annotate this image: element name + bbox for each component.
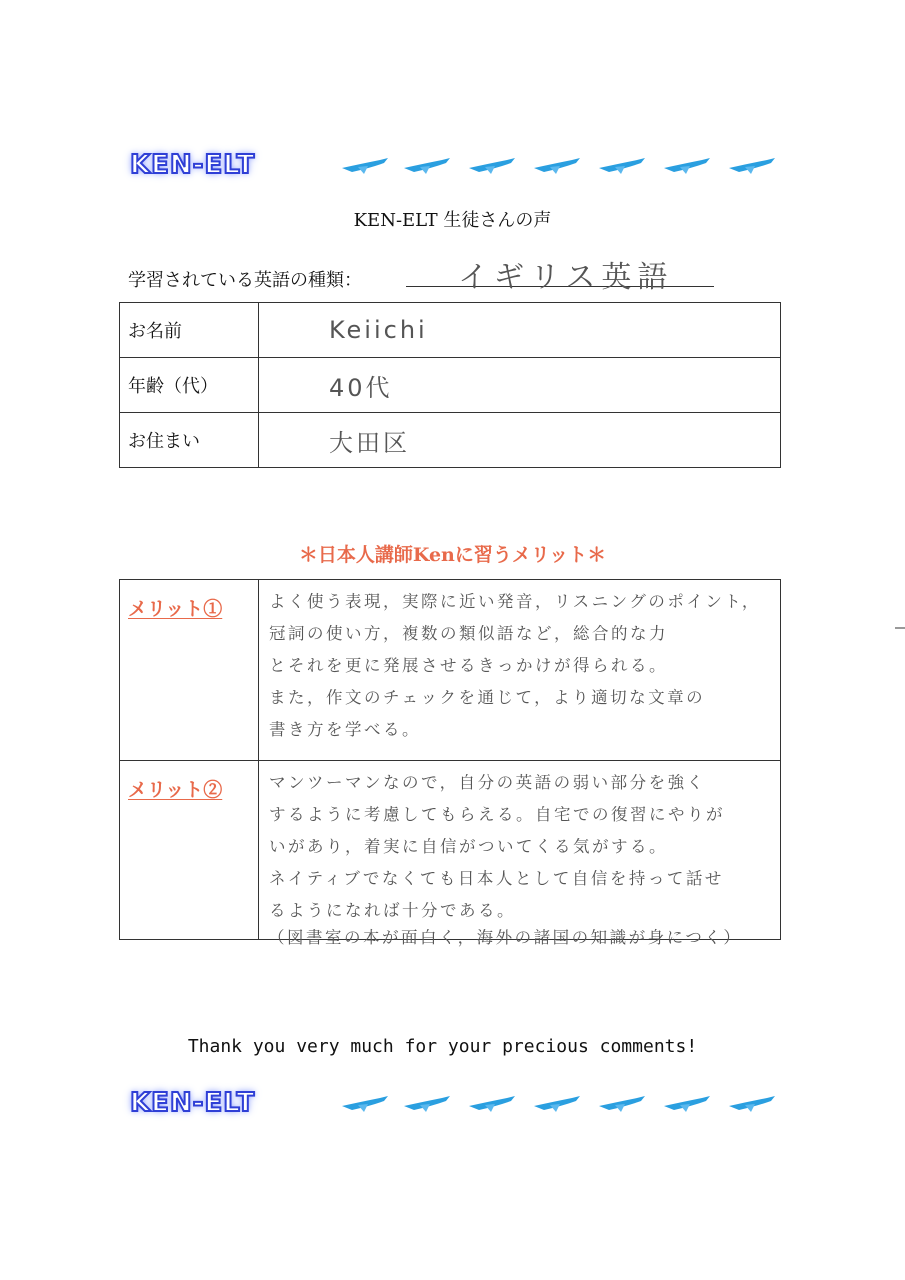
merit-2-line: するように考慮してもらえる。自宅での復習にやりが: [269, 805, 725, 824]
bottom-banner: [130, 1088, 780, 1118]
table-row: [120, 358, 781, 413]
age-label: 年齢（代）: [120, 358, 259, 413]
merit-2-line: いがあり，着実に自信がついてくる気がする。: [269, 837, 668, 856]
plane-icon: [402, 1092, 452, 1114]
plane-icon: [532, 154, 582, 176]
table-row: [120, 303, 781, 358]
merit-2-line: るようになれば十分である。: [269, 901, 516, 920]
table-row: [120, 580, 781, 761]
plane-icon: [467, 1092, 517, 1114]
merit-2-line: マンツーマンなので，自分の英語の弱い部分を強く: [269, 773, 706, 792]
student-info-table: [119, 302, 781, 468]
residence-label: お住まい: [120, 413, 259, 468]
plane-icon: [340, 1092, 390, 1114]
plane-icon: [597, 1092, 647, 1114]
merit-1-line: よく使う表現，実際に近い発音，リスニングのポイント，: [269, 592, 761, 611]
merit-1-line: 書き方を学べる。: [269, 720, 421, 739]
page-title: KEN-ELT 生徒さんの声: [353, 210, 552, 231]
merit-table: [119, 579, 781, 940]
residence-value: 大田区: [259, 413, 781, 468]
age-value: 40代: [259, 358, 781, 413]
table-row: [120, 761, 781, 940]
name-label: お名前: [120, 303, 259, 358]
plane-icon: [662, 1092, 712, 1114]
table-row: [120, 413, 781, 468]
plane-icon: [340, 154, 390, 176]
top-banner: [130, 150, 780, 180]
merit-1-line: とそれを更に発展させるきっかけが得られる。: [269, 656, 668, 675]
english-type-value: イギリス英語: [458, 260, 674, 295]
plane-icon: [727, 154, 777, 176]
merit-1-line: また，作文のチェックを通じて，より適切な文章の: [269, 688, 706, 707]
plane-icon: [727, 1092, 777, 1114]
handwritten-note: （図書室の本が面白く，海外の諸国の知識が身につく）: [268, 928, 743, 947]
merit-2-label: メリット②: [128, 779, 223, 801]
merit-1-line: 冠詞の使い方，複数の類似語など，総合的な力: [269, 624, 668, 643]
plane-icon: [662, 154, 712, 176]
merit-2-text: [259, 761, 781, 940]
plane-icon: [402, 154, 452, 176]
english-type-label: 学習されている英語の種類：: [128, 270, 362, 291]
plane-icon: [532, 1092, 582, 1114]
merit-1-text: [259, 580, 781, 761]
scan-mark: [895, 627, 905, 629]
english-type-row: [128, 260, 718, 295]
merit-1-label: メリット①: [128, 598, 223, 620]
ken-elt-logo: KEN-ELT: [130, 150, 256, 180]
merit-heading: ＊日本人講師Kenに習うメリット＊: [298, 544, 607, 566]
thanks-message: Thank you very much for your precious comments!: [187, 1036, 698, 1057]
plane-icon: [467, 154, 517, 176]
merit-2-line: ネイティブでなくても日本人として自信を持って話せ: [269, 869, 724, 888]
plane-icon: [597, 154, 647, 176]
ken-elt-logo: KEN-ELT: [130, 1088, 256, 1118]
name-value: Keiichi: [259, 303, 781, 358]
